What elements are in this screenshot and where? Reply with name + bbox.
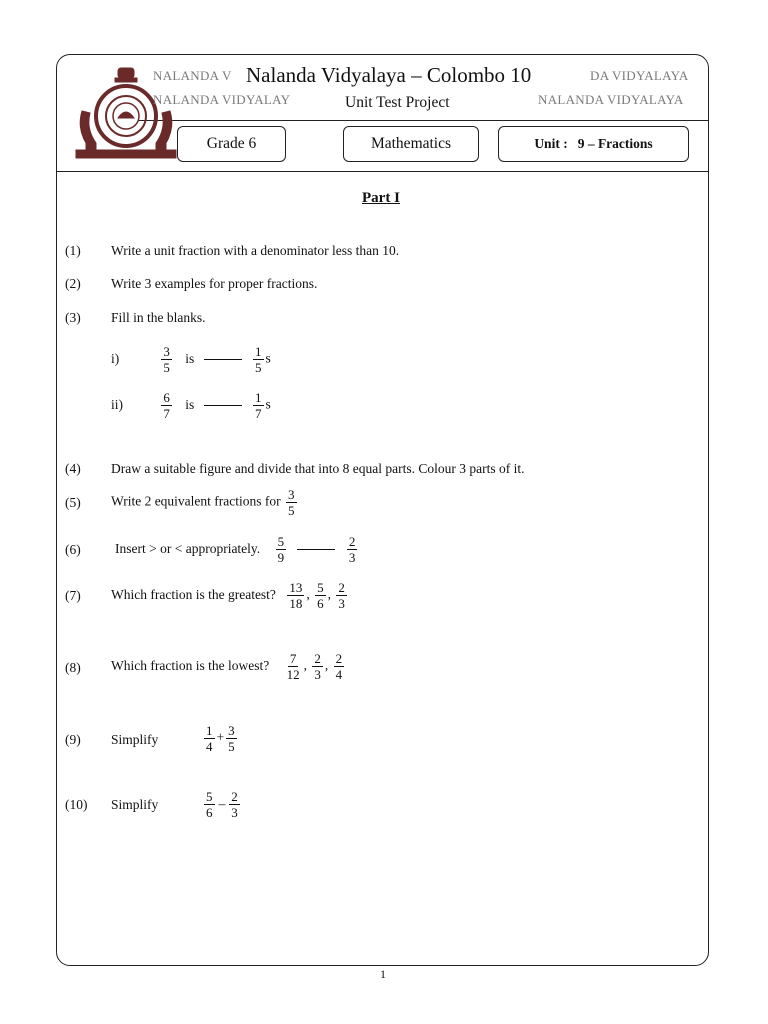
answer-blank[interactable] (204, 405, 242, 406)
watermark-top-right-2: NALANDA VIDYALAYA (538, 92, 684, 107)
question-number: (1) (65, 243, 81, 258)
fraction: $\frac{2}{3}$ (348, 534, 356, 565)
question-number: (10) (65, 797, 88, 812)
question-text: Which fraction is the greatest? (111, 586, 276, 602)
grade-box (177, 126, 286, 162)
question-text: Which fraction is the lowest? (111, 657, 270, 673)
fraction: $\frac{6}{7}$ (163, 390, 170, 421)
fraction: $\frac{5}{6}$ (317, 580, 324, 611)
fraction: $\frac{2}{3}$ (314, 651, 321, 682)
part-title: Part I (362, 190, 400, 206)
question-number: (8) (65, 660, 81, 675)
question-number: (6) (65, 542, 81, 557)
question-number: (5) (65, 495, 81, 510)
watermark-top-right-1: DA VIDYALAYA (590, 68, 689, 83)
fraction: $\frac{1}{5}$ (255, 344, 262, 375)
q3-part-i: i) $\frac{3}{5}$ is $\frac{1}{5}$ s (111, 344, 271, 375)
q3-part-ii: ii) $\frac{6}{7}$ is $\frac{1}{7}$ s (111, 390, 271, 421)
header-divider-2 (56, 171, 709, 172)
page-number: 1 (380, 967, 386, 981)
question-line: Which fraction is the greatest? $\frac{13}{18}$ , $\frac{5}{6}$ , $\frac{2}{3}$ (111, 580, 345, 611)
sub-label: i) (111, 350, 120, 366)
question-number: (4) (65, 461, 81, 476)
fraction: $\frac{1}{4}$ (206, 723, 213, 754)
watermark-top-left-2: NALANDA VIDYALAY (153, 92, 291, 107)
project-title: Unit Test Project (345, 94, 450, 111)
fraction: $\frac{5}{6}$ (206, 789, 213, 820)
question-number: (7) (65, 588, 81, 603)
fraction: $\frac{2}{3}$ (231, 789, 238, 820)
question-text: Draw a suitable figure and divide that into 8 equal parts. Colour 3 parts of it. (111, 461, 525, 476)
grade-label: Grade 6 (206, 135, 257, 152)
question-line (115, 534, 359, 565)
unit-box (498, 126, 689, 162)
expression: $\frac{5}{6}$ – $\frac{2}{3}$ (206, 789, 238, 820)
subject-box (343, 126, 479, 162)
question-line: Which fraction is the lowest? $\frac{7}{12}$ , $\frac{2}{3}$ , $\frac{2}{4}$ (111, 651, 343, 682)
question-number: (2) (65, 276, 81, 291)
header-divider-1 (130, 120, 708, 121)
answer-blank[interactable] (297, 549, 335, 550)
watermark-top-left-1: NALANDA V (153, 68, 232, 83)
fraction: $\frac{2}{3}$ (338, 580, 345, 611)
fraction: $\frac{7}{12}$ (286, 651, 300, 682)
question-text: Write 2 equivalent fractions for (111, 493, 281, 509)
fraction: $\frac{3}{5}$ (288, 487, 295, 518)
answer-blank[interactable] (204, 359, 242, 360)
school-name: Nalanda Vidyalaya – Colombo 10 (246, 63, 532, 87)
question-number: (9) (65, 732, 81, 747)
fraction: $\frac{5}{9}$ (277, 534, 285, 565)
unit-value: 9 – Fractions (577, 136, 653, 151)
fraction: $\frac{2}{4}$ (335, 651, 343, 682)
question-text: Simplify (111, 797, 159, 812)
fraction: $\frac{3}{5}$ (163, 344, 170, 375)
fraction: $\frac{3}{5}$ (228, 723, 235, 754)
fraction: $\frac{13}{18}$ (289, 580, 303, 611)
question-text: Write a unit fraction with a denominator less than 10. (111, 243, 400, 258)
question-text: Write 3 examples for proper fractions. (111, 276, 318, 291)
question-line (111, 487, 299, 518)
fraction: $\frac{1}{7}$ (255, 390, 262, 421)
question-text: Simplify (111, 732, 159, 747)
subject-label: Mathematics (370, 135, 452, 152)
unit-label: Unit : (534, 136, 568, 151)
question-number: (3) (65, 310, 81, 325)
sub-label: ii) (111, 396, 123, 412)
question-text: Insert > or < appropriately. (115, 540, 261, 556)
expression: $\frac{1}{4}$ + $\frac{3}{5}$ (206, 723, 235, 754)
question-text: Fill in the blanks. (111, 310, 206, 325)
